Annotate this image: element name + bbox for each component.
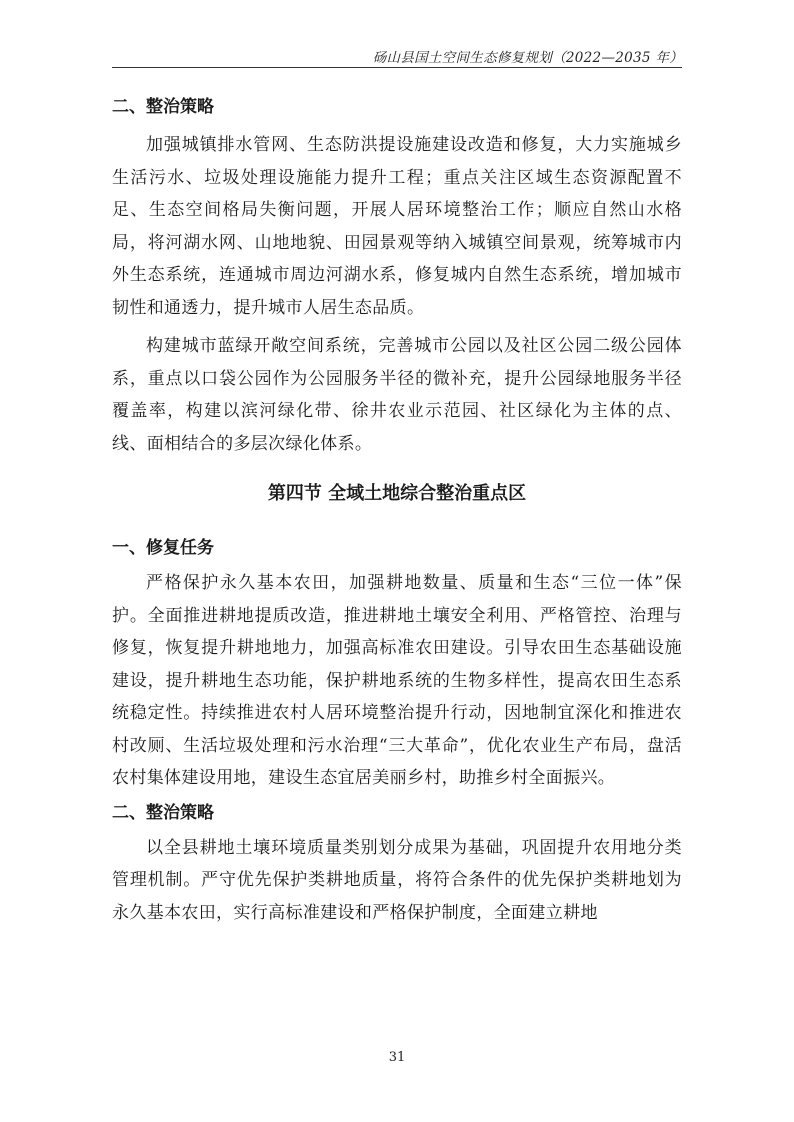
- section-title: 第四节 全域土地综合整治重点区: [267, 483, 527, 504]
- page-number: 31: [388, 1050, 406, 1065]
- subheading-restoration-tasks: 一、修复任务: [112, 538, 214, 558]
- page-body: [112, 95, 682, 929]
- paragraph-urban-drainage: 加强城镇排水管网、生态防洪提设施建设改造和修复，大力实施城乡生活污水、垃圾处理设施能力提升工程；重点关注区域生态资源配置不足、生态空间格局失衡问题，开展人居环境整治工作；顺应自然山水格局，将河湖水网、山地地貌、田园景观等纳入城镇空间景观，统筹城市内外生态系统，连通城市周边河湖水系，修复城内自然生态系统，增加城市韧性和通透力，提升城市人居生态品质。: [112, 135, 682, 318]
- running-header: 砀山县国土空间生态修复规划（2022—2035 年）: [372, 50, 683, 66]
- subheading-strategy-2: 二、整治策略: [112, 802, 214, 823]
- paragraph-soil-classification: 以全县耕地土壤环境质量类别划分成果为基础，巩固提升农用地分类管理机制。严守优先保护类耕地质量，将符合条件的优先保护类耕地划为永久基本农田，实行高标准建设和严格保护制度，全面建立耕地: [112, 837, 682, 923]
- header-rule: [112, 67, 682, 68]
- paragraph-farmland-protection: 严格保护永久基本农田，加强耕地数量、质量和生态“三位一体”保护。全面推进耕地提质改造，推进耕地土壤安全利用、严格管控、治理与修复，恢复提升耕地地力，加强高标准农田建设。引导农田生态基础设施建设，提升耕地生态功能，保护耕地系统的生物多样性，提高农田生态系统稳定性。持续推进农村人居环境整治提升行动，因地制宜深化和推进农村改厕、生活垃圾处理和污水治理“三大革命”，优化农业生产布局，盘活农村集体建设用地，建设生态宜居美丽乡村，助推乡村全面振兴。: [112, 573, 682, 788]
- paragraph-blue-green-space: 构建城市蓝绿开敞空间系统，完善城市公园以及社区公园二级公园体系，重点以口袋公园作为公园服务半径的微补充，提升公园绿地服务半径覆盖率，构建以滨河绿化带、徐井农业示范园、社区绿化为主体的点、线、面相结合的多层次绿化体系。: [112, 336, 682, 454]
- subheading-strategy-1: 二、整治策略: [112, 97, 214, 117]
